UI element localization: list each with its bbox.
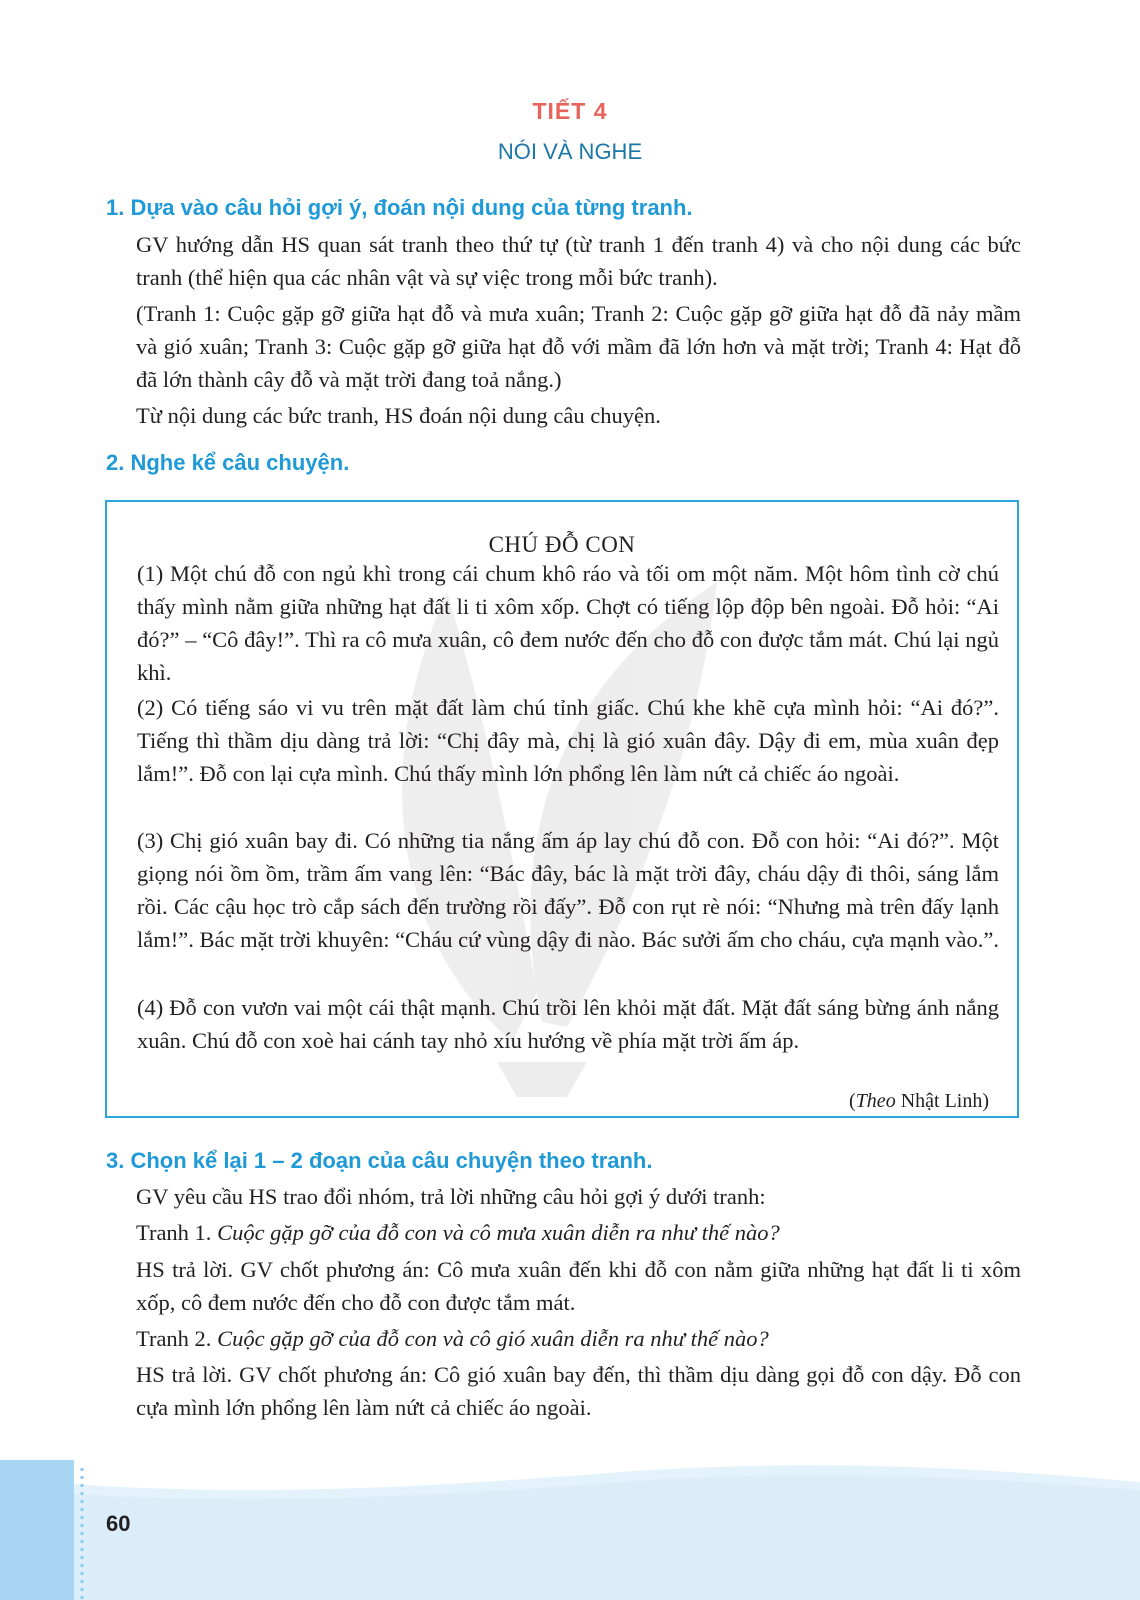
section-3-answer-2: HS trả lời. GV chốt phương án: Cô gió xuân bay đến, thì thầm dịu dàng gọi đỗ con dậy. Đỗ con cựa mình lớn phổng lên làm nứt cả chiếc áo ngoài. [136, 1362, 1021, 1420]
story-attribution [849, 1090, 989, 1113]
question-1-text: Cuộc gặp gỡ của đỗ con và cô mưa xuân diễn ra như thế nào? [217, 1220, 780, 1245]
section-3-question-2 [136, 1322, 1021, 1355]
footer-wave-decoration [0, 1460, 1140, 1600]
attribution-author: Nhật Linh) [895, 1090, 989, 1112]
story-box [105, 500, 1019, 1118]
story-paragraph-2: (2) Có tiếng sáo vi vu trên mặt đất làm chú tỉnh giấc. Chú khe khẽ cựa mình hỏi: “Ai đó?”. Tiếng thì thầm dịu dàng trả lời: “Chị đây mà, chị là gió xuân đây. Dậy đi em, mùa xuân đẹp lắm!”. Đỗ con lại cựa mình. Chú thấy mình lớn phổng lên làm nứt cả chiếc áo ngoài. [137, 695, 999, 786]
page-number: 60 [106, 1511, 131, 1536]
story-title: CHÚ ĐỖ CON [488, 532, 636, 557]
story-paragraph-3: (3) Chị gió xuân bay đi. Có những tia nắng ấm áp lay chú đỗ con. Đỗ con hỏi: “Ai đó?”. Một giọng nói ồm ồm, trầm ấm vang lên: “Bác đây, bác là mặt trời đây, cháu dậy đi thôi, sáng lắm rồi. Các cậu học trò cắp sách đến trường rồi đấy”. Đỗ con rụt rè nói: “Nhưng mà trên đấy lạnh lắm!”. Bác mặt trời khuyên: “Cháu cứ vùng dậy đi nào. Bác sưởi ấm cho cháu, cựa mạnh vào.”. [137, 828, 999, 952]
section-3-heading: 3. Chọn kể lại 1 – 2 đoạn của câu chuyện theo tranh. [106, 1148, 653, 1173]
section-3-answer-1: HS trả lời. GV chốt phương án: Cô mưa xuân đến khi đỗ con nằm giữa những hạt đất li ti xôm xốp, cô đem nước đến cho đỗ con được tắm mát. [136, 1257, 1021, 1315]
story-paragraph-4: (4) Đỗ con vươn vai một cái thật mạnh. Chú trồi lên khỏi mặt đất. Mặt đất sáng bừng ánh nắng xuân. Chú đỗ con xoè hai cánh tay nhỏ xíu hướng về phía mặt trời ấm áp. [137, 995, 999, 1053]
question-1-label: Tranh 1. [136, 1220, 218, 1245]
question-2-text: Cuộc gặp gỡ của đỗ con và cô gió xuân diễn ra như thế nào? [217, 1326, 769, 1351]
page-header [0, 98, 1140, 165]
attribution-open: ( [849, 1090, 856, 1112]
section-1-paragraph-3: Từ nội dung các bức tranh, HS đoán nội dung câu chuyện. [136, 403, 661, 428]
section-1-heading: 1. Dựa vào câu hỏi gợi ý, đoán nội dung của từng tranh. [106, 195, 693, 220]
attribution-theo: Theo [855, 1090, 896, 1112]
section-2-heading: 2. Nghe kể câu chuyện. [106, 450, 350, 475]
lesson-label: TIẾT 4 [532, 98, 608, 124]
story-paragraph-1: (1) Một chú đỗ con ngủ khì trong cái chum khô ráo và tối om một năm. Một hôm tình cờ chú thấy mình nằm giữa những hạt đất li ti xôm xốp. Chợt có tiếng lộp độp bên ngoài. Đỗ hỏi: “Ai đó?” – “Cô đây!”. Thì ra cô mưa xuân, cô đem nước đến cho đỗ con được tắm mát. Chú lại ngủ khì. [137, 561, 999, 685]
section-3-question-1 [136, 1216, 1021, 1249]
section-1-paragraph-1: GV hướng dẫn HS quan sát tranh theo thứ tự (từ tranh 1 đến tranh 4) và cho nội dung các bức tranh (thể hiện qua các nhân vật và sự việc trong mỗi bức tranh). [136, 232, 1021, 290]
lesson-subtitle: NÓI VÀ NGHE [497, 139, 643, 164]
question-2-label: Tranh 2. [136, 1326, 218, 1351]
section-1-paragraph-2: (Tranh 1: Cuộc gặp gỡ giữa hạt đỗ và mưa xuân; Tranh 2: Cuộc gặp gỡ giữa hạt đỗ đã nảy mầm và gió xuân; Tranh 3: Cuộc gặp gỡ giữa hạt đỗ với mầm đã lớn hơn và mặt trời; Tranh 4: Hạt đỗ đã lớn thành cây đỗ và mặt trời đang toả nắng.) [136, 301, 1021, 392]
section-3-intro: GV yêu cầu HS trao đổi nhóm, trả lời những câu hỏi gợi ý dưới tranh: [136, 1184, 766, 1209]
